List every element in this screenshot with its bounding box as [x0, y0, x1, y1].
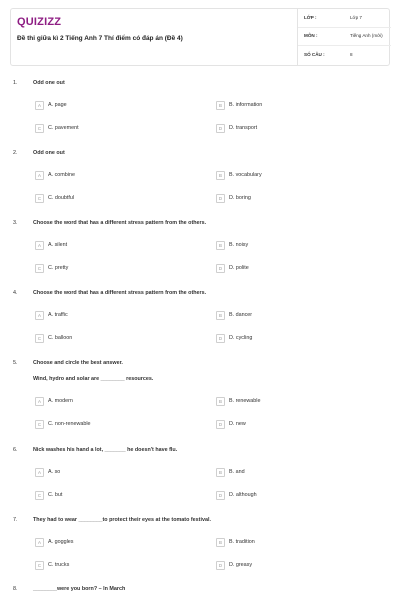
option-letter-box[interactable]: C	[35, 420, 44, 429]
question-text: Choose and circle the best answer.	[33, 360, 123, 366]
question-number: 6.	[13, 447, 18, 453]
question-text: ________were you born? – In March	[33, 586, 126, 592]
option-text: D. greasy	[229, 562, 253, 568]
option-text: A. goggles	[48, 539, 74, 545]
option-letter-box[interactable]: B	[216, 171, 225, 180]
option-text: A. combine	[48, 172, 75, 178]
option-text: B. vocabulary	[229, 172, 262, 178]
option-letter-box[interactable]: C	[35, 194, 44, 203]
question-number: 3.	[13, 220, 18, 226]
option-letter-box[interactable]: D	[216, 491, 225, 500]
question-number: 8.	[13, 586, 18, 592]
option-text: C. pavement	[48, 125, 79, 131]
option-text: C. trucks	[48, 562, 70, 568]
option-letter-box[interactable]: A	[35, 101, 44, 110]
meta-key: SỐ CÂU :	[304, 52, 325, 57]
option-letter-box[interactable]: C	[35, 334, 44, 343]
option-letter-box[interactable]: A	[35, 171, 44, 180]
meta-value: Tiếng Anh (mới)	[350, 33, 383, 38]
option-letter-box[interactable]: D	[216, 194, 225, 203]
option-letter-box[interactable]: A	[35, 468, 44, 477]
option-text: D. new	[229, 421, 246, 427]
option-text: C. pretty	[48, 265, 69, 271]
option-text: C. balloon	[48, 335, 73, 341]
worksheet-header	[10, 8, 390, 66]
option-letter-box[interactable]: B	[216, 311, 225, 320]
option-letter-box[interactable]: D	[216, 124, 225, 133]
question-text: Choose the word that has a different stress pattern from the others.	[33, 220, 207, 226]
question-text: Odd one out	[33, 150, 65, 156]
worksheet-title: Đề thi giữa kì 2 Tiếng Anh 7 Thí điểm có đáp án (Đề 4)	[17, 35, 183, 42]
option-text: B. tradition	[229, 539, 255, 545]
option-letter-box[interactable]: B	[216, 241, 225, 250]
option-text: A. modern	[48, 398, 73, 404]
option-text: C. but	[48, 492, 63, 498]
option-text: D. cycling	[229, 335, 253, 341]
meta-key: LỚP :	[304, 15, 317, 20]
option-letter-box[interactable]: D	[216, 561, 225, 570]
option-text: A. silent	[48, 242, 68, 248]
option-text: B. noisy	[229, 242, 249, 248]
option-letter-box[interactable]: D	[216, 420, 225, 429]
option-text: D. although	[229, 492, 257, 498]
option-letter-box[interactable]: A	[35, 311, 44, 320]
option-letter-box[interactable]: A	[35, 397, 44, 406]
meta-value: 8	[350, 52, 353, 57]
question-number: 7.	[13, 517, 18, 523]
option-letter-box[interactable]: C	[35, 491, 44, 500]
option-letter-box[interactable]: C	[35, 124, 44, 133]
question-number: 5.	[13, 360, 18, 366]
option-text: B. renewable	[229, 398, 261, 404]
question-number: 2.	[13, 150, 18, 156]
question-text: They had to wear ________to protect their eyes at the tomato festival.	[33, 517, 211, 523]
option-letter-box[interactable]: D	[216, 334, 225, 343]
quizizz-logo: QUIZIZZ	[17, 16, 62, 28]
question-text: Nick washes his hand a lot, _______ he doesn't have flu.	[33, 447, 178, 453]
option-text: B. information	[229, 102, 263, 108]
option-letter-box[interactable]: C	[35, 264, 44, 273]
question-text: Odd one out	[33, 80, 65, 86]
question-number: 4.	[13, 290, 18, 296]
meta-key: MÔN :	[304, 33, 318, 38]
option-letter-box[interactable]: A	[35, 241, 44, 250]
option-text: D. transport	[229, 125, 258, 131]
option-letter-box[interactable]: B	[216, 538, 225, 547]
option-letter-box[interactable]: B	[216, 468, 225, 477]
option-letter-box[interactable]: C	[35, 561, 44, 570]
option-text: D. boring	[229, 195, 251, 201]
meta-row-subject	[298, 27, 391, 46]
option-text: C. doubtful	[48, 195, 75, 201]
option-letter-box[interactable]: D	[216, 264, 225, 273]
question-prompt: Wind, hydro and solar are ________ resources.	[33, 376, 154, 382]
meta-value: Lớp 7	[350, 15, 362, 20]
question-number: 1.	[13, 80, 18, 86]
option-text: B. dancer	[229, 312, 253, 318]
option-letter-box[interactable]: B	[216, 397, 225, 406]
option-text: B. and	[229, 469, 245, 475]
option-letter-box[interactable]: B	[216, 101, 225, 110]
question-text: Choose the word that has a different stress pattern from the others.	[33, 290, 207, 296]
option-letter-box[interactable]: A	[35, 538, 44, 547]
option-text: C. non-renewable	[48, 421, 91, 427]
option-text: A. so	[48, 469, 61, 475]
meta-row-count	[298, 46, 391, 64]
option-text: A. page	[48, 102, 67, 108]
option-text: D. polite	[229, 265, 249, 271]
meta-row-class	[298, 9, 391, 28]
option-text: A. traffic	[48, 312, 68, 318]
meta-panel	[297, 9, 391, 65]
